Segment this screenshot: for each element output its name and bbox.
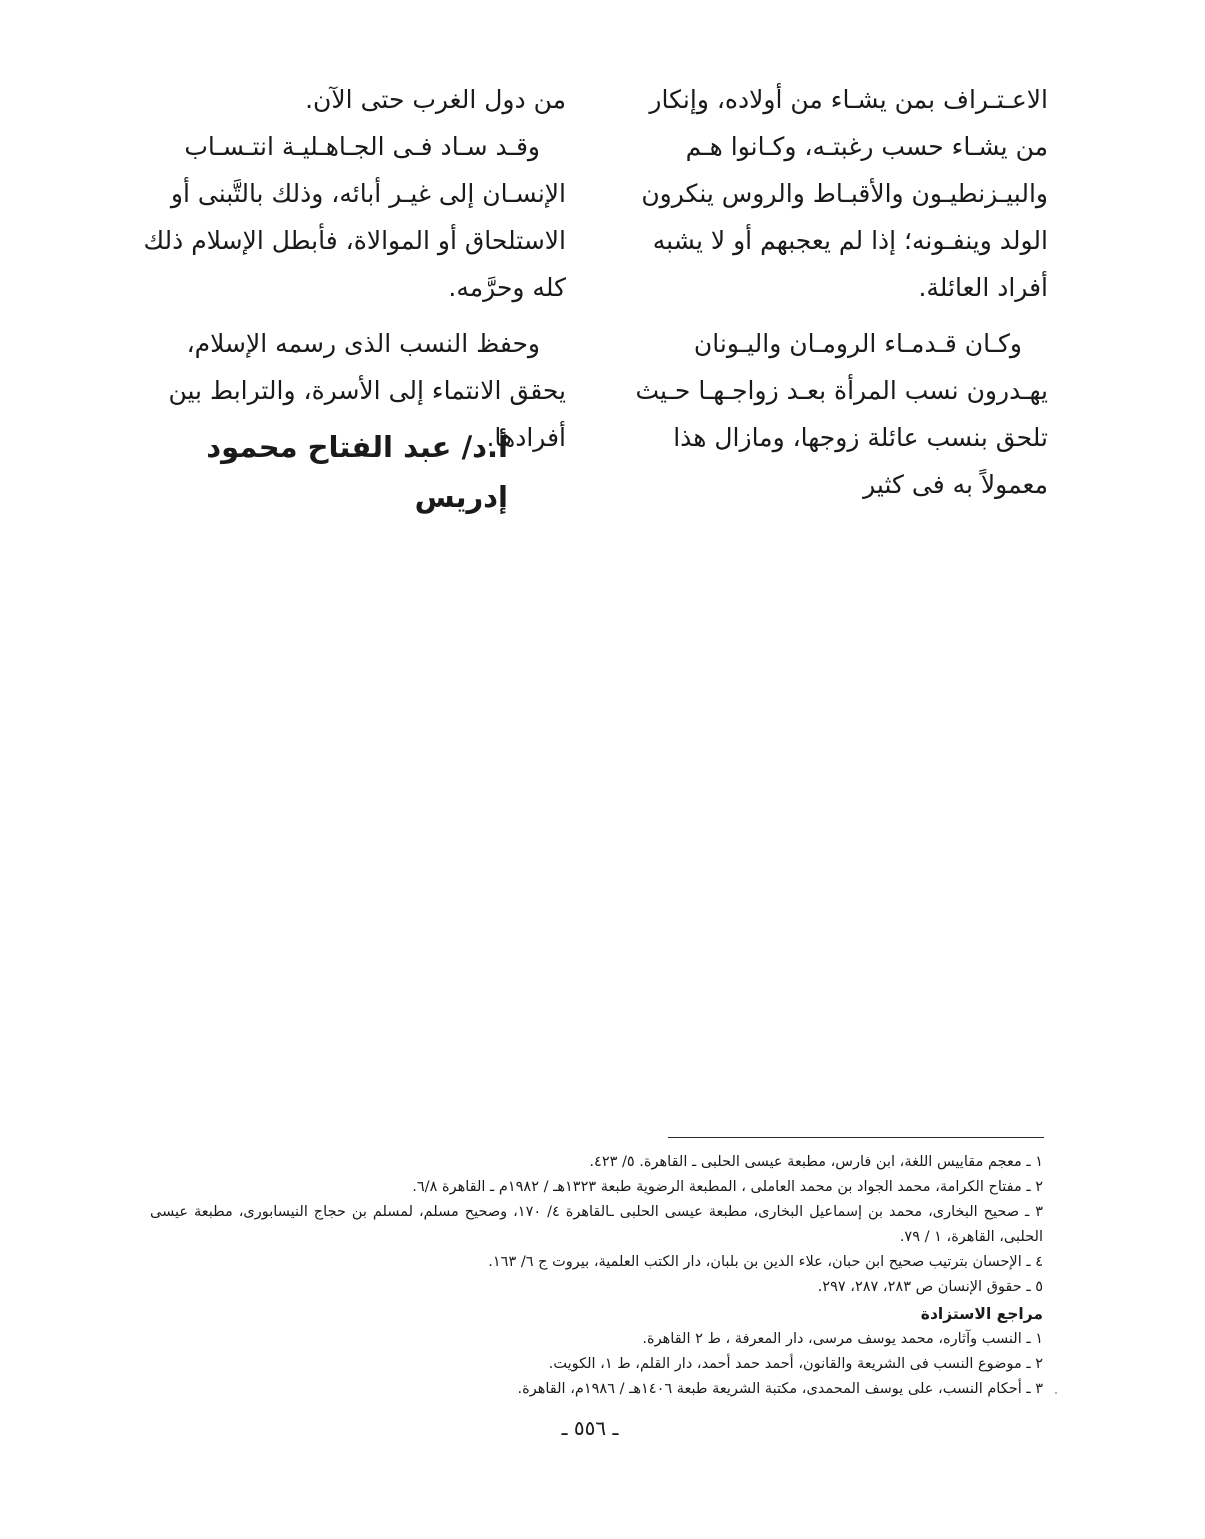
paragraph: وقـد سـاد فـى الجـاهـليـة انتـسـاب الإنسـان إلى غيـر أبائه، وذلك بالتَّبنى أو الاستلحاق أو الموالاة، فأبطل الإسلام ذلك كله وحرَّمه. [143, 132, 566, 302]
body-column-left [138, 76, 566, 461]
further-reading-title: مراجع الاستزادة [920, 1305, 1043, 1323]
further-reading-item: ٣ ـ أحكام النسب، على يوسف المحمدى، مكتبة الشريعة طبعة ١٤٠٦هـ / ١٩٨٦م، القاهرة. [517, 1381, 1043, 1397]
author-signature: أ.د/ عبد الفتاح محمود إدريس [206, 430, 508, 514]
scan-speck [1055, 1392, 1057, 1394]
footnote: ٤ ـ الإحسان بترتيب صحيح ابن حبان، علاء الدين بن بلبان، دار الكتب العلمية، بيروت ج ٦/ ١٦٣. [488, 1254, 1043, 1270]
paragraph: من دول الغرب حتى الآن. [305, 85, 566, 114]
footnotes-section [150, 1150, 1043, 1402]
footnote-divider [668, 1137, 1044, 1138]
further-reading-item: ٢ ـ موضوع النسب فى الشريعة والقانون، أحمد حمد أحمد، دار القلم، ط ١، الكويت. [548, 1356, 1043, 1372]
page-number: ـ ٥٥٦ ـ [561, 1416, 619, 1440]
paragraph: الاعـتـراف بمن يشـاء من أولاده، وإنكار من يشـاء حسب رغبتـه، وكـانوا هـم والبيـزنطيـون والأقبـاط والروس ينكرون الولد وينفـونه؛ إذا لم يعجبهم أو لا يشبه أفراد العائلة. [641, 85, 1048, 302]
paragraph: وكـان قـدمـاء الرومـان واليـونان يهـدرون نسب المرأة بعـد زواجـهـا حـيث تلحق بنسب عائلة زوجها، ومازال هذا معمولاً به فى كثير [635, 329, 1048, 499]
paragraph: وحفظ النسب الذى رسمه الإسلام، يحقق الانتماء إلى الأسرة، والترابط بين أفرادها. [168, 329, 566, 452]
footnote: ٥ ـ حقوق الإنسان ص ٢٨٣، ٢٨٧، ٢٩٧. [817, 1279, 1043, 1295]
footnote: ٢ ـ مفتاح الكرامة، محمد الجواد بن محمد العاملى ، المطبعة الرضوية طبعة ١٣٢٣هـ / ١٩٨٢م ـ القاهرة ٦/٨. [412, 1179, 1043, 1195]
further-reading-item: ١ ـ النسب وآثاره، محمد يوسف مرسى، دار المعرفة ، ط ٢ القاهرة. [642, 1331, 1043, 1347]
footnote: ١ ـ معجم مقاييس اللغة، ابن فارس، مطبعة عيسى الحلبى ـ القاهرة. ٥/ ٤٢٣. [589, 1154, 1043, 1170]
footnote: ٣ ـ صحيح البخارى، محمد بن إسماعيل البخارى، مطبعة عيسى الحلبى ـالقاهرة ٤/ ١٧٠، وصحيح مسلم، لمسلم بن حجاج النيسابورى، مطبعة عيسى الحلبى، القاهرة، ١ / ٧٩. [150, 1204, 1043, 1245]
body-column-right [610, 76, 1048, 508]
